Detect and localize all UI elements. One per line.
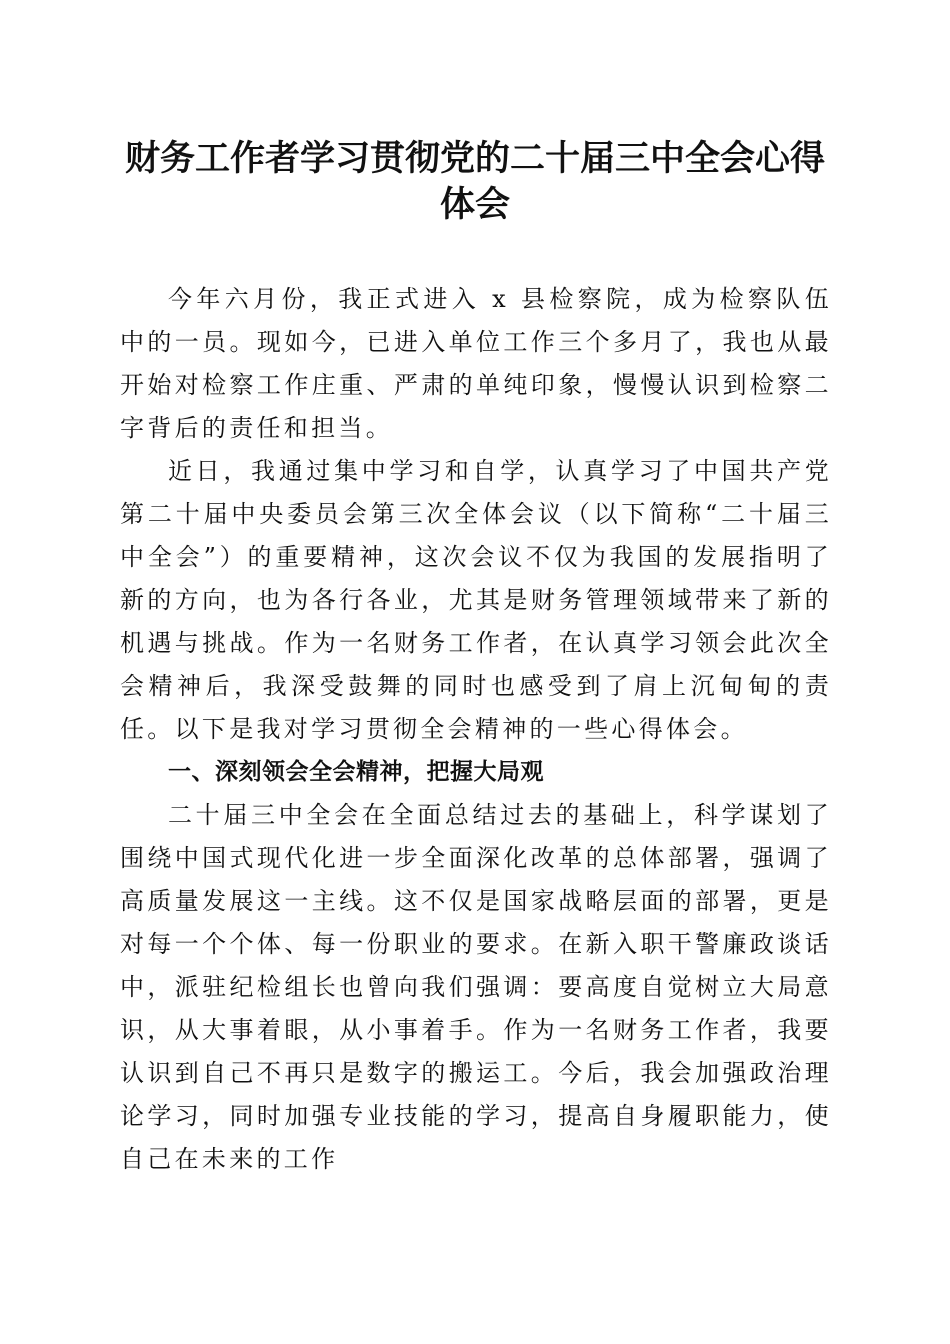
- paragraph-section-body: 二十届三中全会在全面总结过去的基础上，科学谋划了围绕中国式现代化进一步全面深化改革的总体部署，强调了高质量发展这一主线。这不仅是国家战略层面的部署，更是对每一个个体、每一份职业的要求。在新入职干警廉政谈话中，派驻纪检组长也曾向我们强调：要高度自觉树立大局意识，从大事着眼，从小事着手。作为一名财务工作者，我要认识到自己不再只是数字的搬运工。今后，我会加强政治理论学习，同时加强专业技能的学习，提高自身履职能力，使自己在未来的工作: [120, 801, 832, 1173]
- paragraph-intro: 今年六月份，我正式进入 x 县检察院，成为检察队伍中的一员。现如今，已进入单位工作三个多月了，我也从最开始对检察工作庄重、严肃的单纯印象，慢慢认识到检察二字背后的责任和担当。: [120, 285, 832, 442]
- paragraph-study: 近日，我通过集中学习和自学，认真学习了中国共产党第二十届中央委员会第三次全体会议（以下简称“二十届三中全会”）的重要精神，这次会议不仅为我国的发展指明了新的方向，也为各行各业，尤其是财务管理领域带来了新的机遇与挑战。作为一名财务工作者，在认真学习领会此次全会精神后，我深受鼓舞的同时也感受到了肩上沉甸甸的责任。以下是我对学习贯彻全会精神的一些心得体会。: [120, 457, 832, 743]
- document-body: [120, 278, 832, 1181]
- document-title: 财务工作者学习贯彻党的二十届三中全会心得体会: [124, 138, 825, 225]
- section-heading: 一、深刻领会全会精神，把握大局观: [168, 759, 544, 785]
